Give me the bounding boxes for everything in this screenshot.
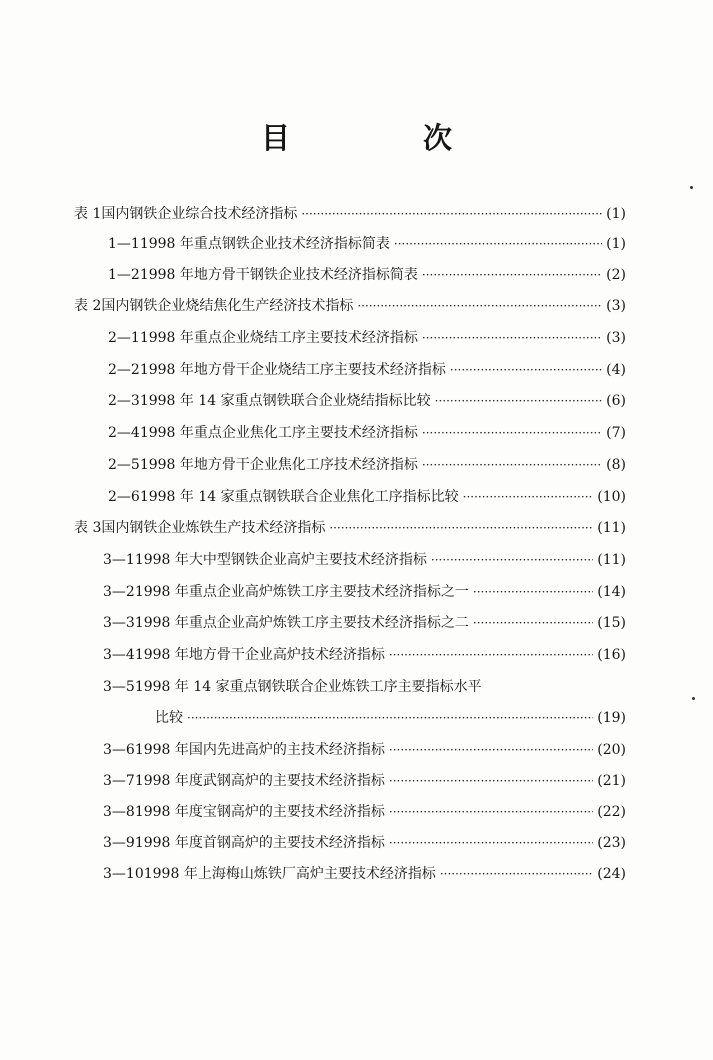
- toc-entry-title: 1998 年度武钢高炉的主要技术经济指标: [134, 773, 385, 789]
- toc-entry: [155, 706, 626, 730]
- toc-entry-page: (2): [606, 267, 626, 283]
- toc-entry-title: 1998 年 14 家重点钢铁联合企业炼铁工序主要指标水平: [134, 679, 482, 695]
- leader-dots: [357, 294, 602, 318]
- toc-entry-page: (4): [606, 362, 626, 378]
- leader-dots: [422, 453, 602, 477]
- leader-dots: [389, 738, 593, 762]
- toc-entry-page: (23): [597, 835, 626, 851]
- toc-entry-title: 1998 年大中型钢铁企业高炉主要技术经济指标: [134, 552, 427, 568]
- toc-entry: [103, 862, 626, 886]
- toc-entry: [103, 643, 626, 667]
- toc-entry-page: (10): [597, 489, 626, 505]
- scan-speck: [690, 186, 693, 189]
- leader-dots: [389, 831, 593, 855]
- toc-entry: [103, 738, 626, 762]
- toc-entry-page: (3): [606, 330, 626, 346]
- scan-speck: [692, 697, 695, 700]
- toc-entry-number: 2—4: [108, 425, 140, 441]
- leader-dots: [435, 389, 603, 413]
- toc-entry-number: 2—3: [108, 393, 140, 409]
- toc-entry-title: 1998 年重点企业烧结工序主要技术经济指标: [139, 330, 418, 346]
- toc-entry: [108, 389, 626, 413]
- toc-entry-number: 3—3: [103, 615, 135, 631]
- leader-dots: [301, 202, 602, 226]
- toc-entry-number: 3—10: [103, 866, 144, 882]
- toc-entry-page: (11): [597, 520, 626, 536]
- leader-dots: [422, 421, 602, 445]
- toc-entry-title: 1998 年重点企业高炉炼铁工序主要技术经济指标之二: [134, 615, 469, 631]
- toc-entry-number: 表 1: [74, 206, 102, 222]
- toc-entry: [108, 421, 626, 445]
- toc-entry-number: 2—5: [108, 457, 140, 473]
- toc-entry: [103, 611, 626, 635]
- toc-entry-title: 国内钢铁企业炼铁生产技术经济指标: [101, 520, 326, 536]
- toc-entry-page: (11): [597, 552, 626, 568]
- leader-dots: [473, 611, 593, 635]
- toc-entry-title: 国内钢铁企业烧结焦化生产经济技术指标: [101, 298, 354, 314]
- toc-entry-title: 1998 年 14 家重点钢铁联合企业焦化工序指标比较: [139, 489, 459, 505]
- leader-dots: [389, 800, 593, 824]
- toc-entry-title: 1998 年地方骨干企业烧结工序主要技术经济指标: [139, 362, 446, 378]
- toc-entry-number: 3—8: [103, 804, 135, 820]
- toc-entry-title: 1998 年度首钢高炉的主要技术经济指标: [134, 835, 385, 851]
- toc-entry: [103, 769, 626, 793]
- toc-entry-number: 表 3: [74, 520, 102, 536]
- toc-entry-page: (14): [597, 584, 626, 600]
- toc-entry-title: 1998 年上海梅山炼铁厂高炉主要技术经济指标: [143, 866, 436, 882]
- toc-entry-title: 1998 年地方骨干钢铁企业技术经济指标简表: [139, 267, 418, 283]
- toc-entry: [108, 326, 626, 350]
- toc-entry-number: 3—5: [103, 679, 135, 695]
- toc-entry-page: (15): [597, 615, 626, 631]
- toc-entry-page: (3): [606, 298, 626, 314]
- toc-entry-page: (6): [606, 393, 626, 409]
- toc-entry-number: 3—7: [103, 773, 135, 789]
- page-title: 目 次: [260, 121, 504, 155]
- toc-entry-title: 1998 年地方骨干企业高炉技术经济指标: [134, 647, 385, 663]
- leader-dots: [389, 643, 593, 667]
- leader-dots: [422, 263, 602, 287]
- leader-dots: [440, 862, 593, 886]
- toc-entry-number: 1—1: [108, 236, 140, 252]
- toc-entry-number: 3—1: [103, 552, 135, 568]
- toc-entry-title: 国内钢铁企业综合技术经济指标: [101, 206, 298, 222]
- toc-entry-title: 1998 年重点钢铁企业技术经济指标简表: [139, 236, 390, 252]
- leader-dots: [187, 706, 593, 730]
- toc-entry-number: 3—6: [103, 742, 135, 758]
- toc-entry-number: 2—2: [108, 362, 140, 378]
- toc-entry-title: 1998 年重点企业焦化工序主要技术经济指标: [139, 425, 418, 441]
- toc-entry-page: (22): [597, 804, 626, 820]
- leader-dots: [394, 232, 602, 256]
- leader-dots: [463, 485, 594, 509]
- toc-entry-number: 表 2: [74, 298, 102, 314]
- toc-entry: [74, 202, 626, 226]
- toc-entry-page: (20): [597, 742, 626, 758]
- toc-entry-number: 3—9: [103, 835, 135, 851]
- toc-entry-page: (16): [597, 647, 626, 663]
- leader-dots: [450, 358, 602, 382]
- toc-entry-page: (8): [606, 457, 626, 473]
- toc-entry: [74, 294, 626, 318]
- toc-entry: [103, 580, 626, 604]
- toc-entry-number: 3—4: [103, 647, 135, 663]
- toc-entry-page: (24): [597, 866, 626, 882]
- toc-entry-title: 1998 年国内先进高炉的主技术经济指标: [134, 742, 385, 758]
- toc-entry: [108, 358, 626, 382]
- toc-entry-number: 1—2: [108, 267, 140, 283]
- toc-entry-title: 1998 年度宝钢高炉的主要技术经济指标: [134, 804, 385, 820]
- toc-entry: [108, 263, 626, 287]
- toc-entry: [103, 831, 626, 855]
- toc-entry-title: 1998 年地方骨干企业焦化工序技术经济指标: [139, 457, 418, 473]
- toc-entry-page: (1): [606, 236, 626, 252]
- toc-entry-number: 2—6: [108, 489, 140, 505]
- toc-entry: [74, 516, 626, 540]
- toc-entry-page: (21): [597, 773, 626, 789]
- toc-entry-number: 3—2: [103, 584, 135, 600]
- toc-entry-page: (1): [606, 206, 626, 222]
- toc-entry: [103, 548, 626, 572]
- leader-dots: [473, 580, 593, 604]
- toc-entry: [108, 232, 626, 256]
- toc-entry-number: 2—1: [108, 330, 140, 346]
- leader-dots: [389, 769, 593, 793]
- leader-dots: [422, 326, 602, 350]
- toc-entry: [103, 800, 626, 824]
- toc-entry-title: 1998 年重点企业高炉炼铁工序主要技术经济指标之一: [134, 584, 469, 600]
- leader-dots: [329, 516, 593, 540]
- toc-entry: [103, 675, 626, 699]
- toc-entry-page: (7): [606, 425, 626, 441]
- toc-entry-title: 1998 年 14 家重点钢铁联合企业烧结指标比较: [139, 393, 431, 409]
- toc-entry: [108, 485, 626, 509]
- toc-entry-title: 比较: [155, 710, 183, 726]
- leader-dots: [431, 548, 593, 572]
- toc-entry-page: (19): [597, 710, 626, 726]
- toc-entry: [108, 453, 626, 477]
